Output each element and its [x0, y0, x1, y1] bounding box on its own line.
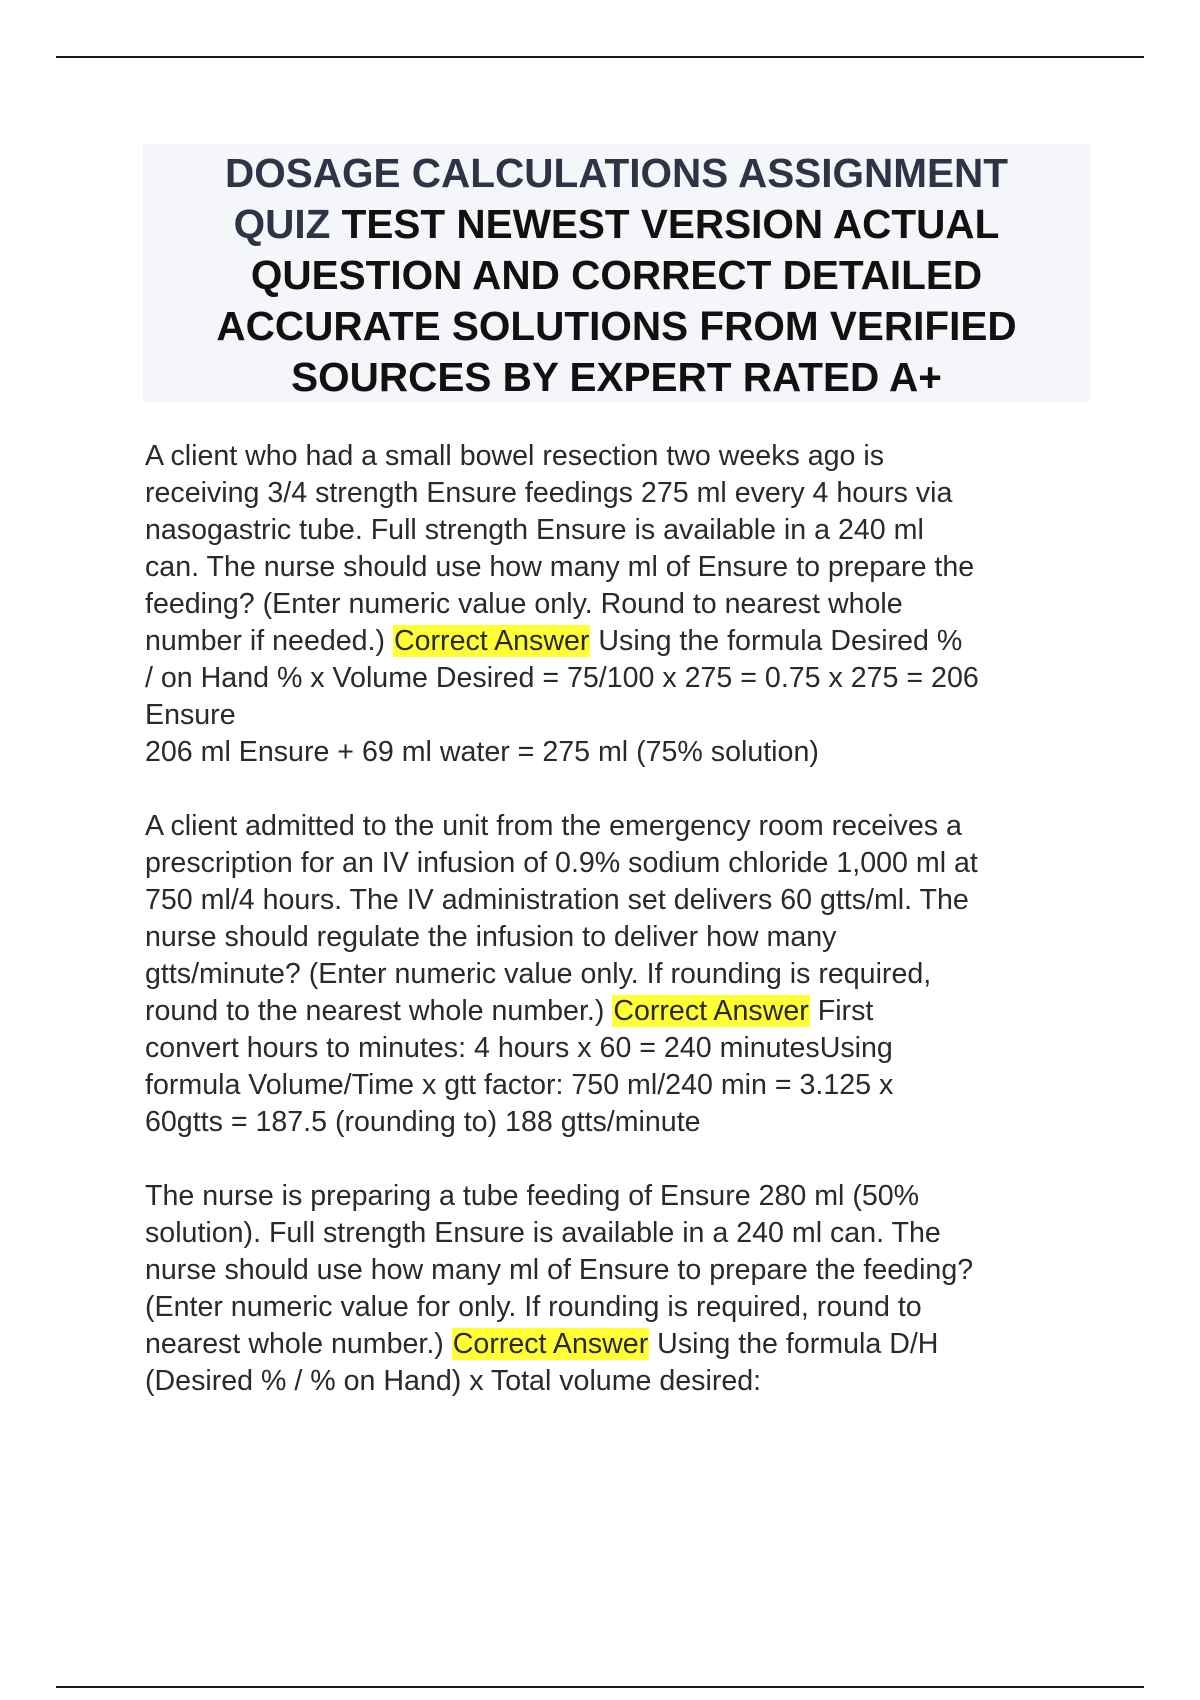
answer-text: Using the formula D/H: [649, 1328, 939, 1360]
correct-answer-highlight: Correct Answer: [452, 1328, 649, 1360]
question-line: nurse should regulate the infusion to deliver how many: [145, 921, 837, 953]
question-line: feeding? (Enter numeric value only. Round to nearest whole: [145, 588, 903, 620]
answer-line: / on Hand % x Volume Desired = 75/100 x 275 = 0.75 x 275 = 206: [145, 662, 979, 694]
answer-line: [145, 1326, 1145, 1363]
question-line: solution). Full strength Ensure is available in a 240 ml can. The: [145, 1217, 941, 1249]
question-line: A client who had a small bowel resection two weeks ago is: [145, 440, 885, 472]
question-line: (Enter numeric value for only. If rounding is required, round to: [145, 1291, 922, 1323]
answer-line: formula Volume/Time x gtt factor: 750 ml/240 min = 3.125 x: [145, 1069, 894, 1101]
question-answer-block: [145, 438, 1145, 771]
question-line: gtts/minute? (Enter numeric value only. If rounding is required,: [145, 958, 932, 990]
question-line: 750 ml/4 hours. The IV administration set delivers 60 gtts/ml. The: [145, 884, 969, 916]
question-text: round to the nearest whole number.): [145, 995, 613, 1027]
answer-line: Ensure: [145, 699, 236, 731]
question-answer-block: [145, 808, 1145, 1141]
question-text: nearest whole number.): [145, 1328, 452, 1360]
question-line: prescription for an IV infusion of 0.9% sodium chloride 1,000 ml at: [145, 847, 978, 879]
answer-line: [145, 993, 1145, 1030]
question-line: A client admitted to the unit from the emergency room receives a: [145, 810, 962, 842]
correct-answer-highlight: Correct Answer: [613, 995, 809, 1027]
answer-line: 60gtts = 187.5 (rounding to) 188 gtts/minute: [145, 1106, 701, 1138]
question-line: can. The nurse should use how many ml of Ensure to prepare the: [145, 551, 975, 583]
title-line: QUESTION AND CORRECT DETAILED: [250, 252, 983, 298]
question-answer-block: [145, 1178, 1145, 1400]
title-line: DOSAGE CALCULATIONS ASSIGNMENT: [224, 150, 1008, 196]
question-text: number if needed.): [145, 625, 393, 657]
document-body: [145, 438, 1145, 1437]
title-line: ACCURATE SOLUTIONS FROM VERIFIED: [216, 303, 1017, 349]
answer-line: [145, 623, 1145, 660]
answer-text: Using the formula Desired %: [590, 625, 963, 657]
title-line: SOURCES BY EXPERT RATED A+: [291, 354, 942, 400]
title-word: QUIZ: [233, 201, 331, 247]
document-title: [143, 148, 1090, 403]
title-banner: [143, 144, 1090, 402]
question-line: receiving 3/4 strength Ensure feedings 275 ml every 4 hours via: [145, 477, 953, 509]
answer-line: convert hours to minutes: 4 hours x 60 = 240 minutesUsing: [145, 1032, 893, 1064]
answer-line: (Desired % / % on Hand) x Total volume desired:: [145, 1365, 762, 1397]
answer-line: 206 ml Ensure + 69 ml water = 275 ml (75% solution): [145, 736, 819, 768]
title-line: QUIZ TEST NEWEST VERSION ACTUAL: [233, 201, 1000, 247]
question-line: The nurse is preparing a tube feeding of Ensure 280 ml (50%: [145, 1180, 920, 1212]
question-line: nasogastric tube. Full strength Ensure is available in a 240 ml: [145, 514, 924, 546]
header-rule: [56, 56, 1144, 58]
question-line: nurse should use how many ml of Ensure to prepare the feeding?: [145, 1254, 974, 1286]
footer-rule: [56, 1686, 1144, 1688]
answer-text: First: [809, 995, 874, 1027]
correct-answer-highlight: Correct Answer: [393, 625, 590, 657]
